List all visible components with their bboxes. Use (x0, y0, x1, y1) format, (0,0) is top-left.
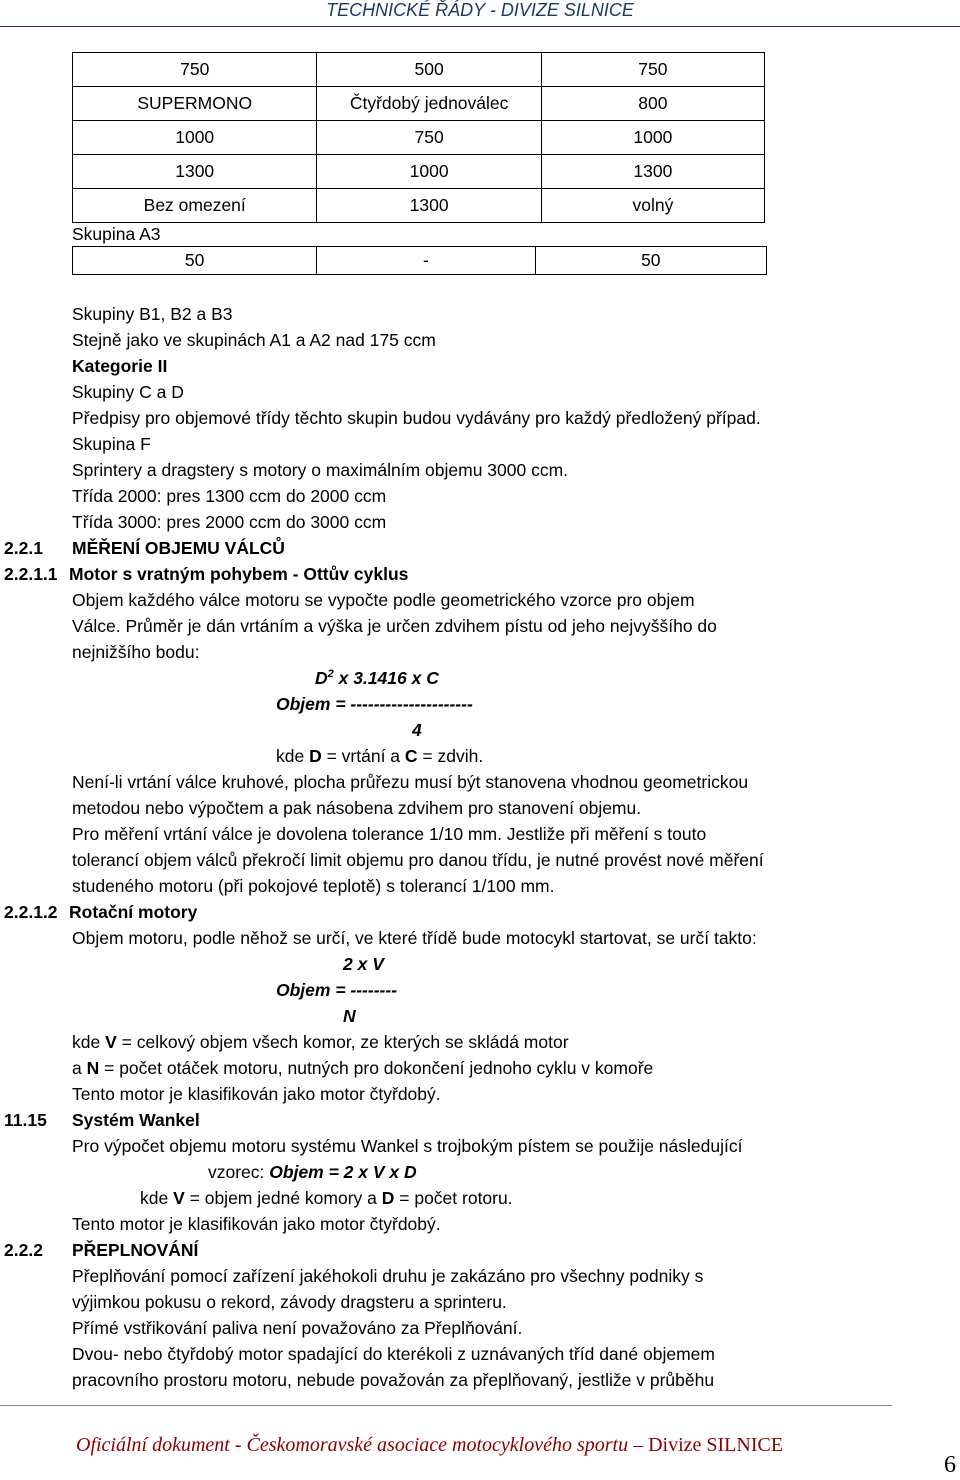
table-cell: 800 (541, 87, 764, 121)
text-fragment: kde (140, 1188, 174, 1208)
text-fragment: kde (276, 746, 310, 766)
paragraph-line: Dvou- nebo čtyřdobý motor spadající do kterékoli z uznávaných tříd dané objemem (72, 1344, 715, 1364)
section-number: 11.15 (4, 1110, 47, 1130)
paragraph-line: výjimkou pokusu o rekord, závody dragsteru a sprinteru. (72, 1292, 507, 1312)
table-cell: SUPERMONO (73, 87, 317, 121)
table-cell: 1300 (317, 189, 541, 223)
paragraph-line: Tento motor je klasifikován jako motor čtyřdobý. (72, 1214, 441, 1234)
table-cell: 750 (541, 53, 764, 87)
section-number: 2.2.1 (4, 538, 43, 558)
table-row (73, 87, 765, 121)
page-header: TECHNICKÉ ŘÁDY - DIVIZE SILNICE (326, 0, 634, 20)
skupina-a3-label: Skupina A3 (72, 224, 161, 244)
formula: Objem = 2 x V x D (269, 1162, 417, 1182)
section-title: Motor s vratným pohybem - Ottův cyklus (69, 564, 409, 584)
formula-legend (140, 1186, 513, 1210)
table-cell: 1000 (73, 121, 317, 155)
formula-legend (72, 1056, 653, 1080)
text-fragment: = objem jedné komory a (184, 1188, 382, 1208)
table-row (73, 189, 765, 223)
paragraph-line: pracovního prostoru motoru, nebude považován za přeplňovaný, jestliže v průběhu (72, 1370, 715, 1390)
paragraph-line: Pro měření vrtání válce je dovolena tolerance 1/10 mm. Jestliže při měření s touto (72, 824, 707, 844)
table-cell: volný (541, 189, 764, 223)
paragraph-line: studeného motoru (při pokojové teplotě) s tolerancí 1/100 mm. (72, 876, 555, 896)
page-number: 6 (944, 1452, 956, 1478)
paragraph-line: Přeplňování pomocí zařízení jakéhokoli druhu je zakázáno pro všechny podniky s (72, 1266, 704, 1286)
paragraph-line: nejnižšího bodu: (72, 642, 200, 662)
variable: D (309, 746, 322, 766)
formula-numerator: 2 x V (343, 954, 384, 974)
formula-numerator (315, 666, 439, 690)
text-line: Třída 3000: pres 2000 ccm do 3000 ccm (72, 512, 387, 532)
variable: V (173, 1188, 185, 1208)
section-number: 2.2.2 (4, 1240, 43, 1260)
text-fragment: = počet rotoru. (394, 1188, 513, 1208)
formula-exponent: 2 (327, 668, 334, 681)
variable: C (404, 746, 418, 766)
section-title: Rotační motory (69, 902, 198, 922)
text-fragment: a (72, 1058, 87, 1078)
formula-line: Objem = -------- (276, 980, 398, 1000)
capacity-table (72, 52, 765, 223)
paragraph-line: Není-li vrtání válce kruhové, plocha průřezu musí být stanovena vhodnou geometrickou (72, 772, 749, 792)
table-cell: 1300 (541, 155, 764, 189)
header-rule (0, 26, 960, 27)
variable: N (86, 1058, 100, 1078)
formula-term: D (315, 668, 328, 688)
table-row (73, 121, 765, 155)
table-row (73, 247, 767, 275)
footer-text: Oficiální dokument - Českomoravské asociace motocyklového sportu (76, 1434, 629, 1456)
text-line: Sprintery a dragstery s motory o maximálním objemu 3000 ccm. (72, 460, 569, 480)
table-row (73, 155, 765, 189)
text-fragment: kde (72, 1032, 106, 1052)
variable: V (105, 1032, 117, 1052)
section-number: 2.2.1.1 (4, 564, 58, 584)
text-fragment: vzorec: (208, 1162, 270, 1182)
paragraph-line: Objem každého válce motoru se vypočte podle geometrického vzorce pro objem (72, 590, 695, 610)
text-line: Třída 2000: pres 1300 ccm do 2000 ccm (72, 486, 387, 506)
paragraph-line: metodou nebo výpočtem a pak násobena zdvihem pro stanovení objemu. (72, 798, 642, 818)
paragraph-line: Tento motor je klasifikován jako motor čtyřdobý. (72, 1084, 441, 1104)
text-fragment: = zdvih. (417, 746, 484, 766)
section-number: 2.2.1.2 (4, 902, 58, 922)
formula-legend (276, 744, 483, 768)
text-fragment: = počet otáček motoru, nutných pro dokončení jednoho cyklu v komoře (99, 1058, 654, 1078)
skupina-a3-table (72, 246, 767, 275)
section-title: Systém Wankel (72, 1110, 200, 1130)
paragraph-line: Objem motoru, podle něhož se určí, ve které třídě bude motocykl startovat, se určí takto: (72, 928, 757, 948)
page-footer (76, 1434, 783, 1457)
section-title: MĚŘENÍ OBJEMU VÁLCŮ (72, 538, 285, 558)
formula-line: Objem = --------------------- (276, 694, 473, 714)
section-title: PŘEPLNOVÁNÍ (72, 1240, 199, 1260)
footer-division: Divize SILNICE (648, 1434, 784, 1456)
table-cell: 50 (73, 247, 317, 275)
formula-legend (72, 1030, 569, 1054)
formula-denominator: N (343, 1006, 356, 1026)
category-heading: Kategorie II (72, 356, 168, 376)
text-fragment: = vrtání a (321, 746, 405, 766)
table-cell: 1000 (317, 155, 541, 189)
footer-separator: – (628, 1434, 649, 1456)
paragraph-line: Pro výpočet objemu motoru systému Wankel s trojbokým pístem se použije následující (72, 1136, 743, 1156)
paragraph-line: tolerancí objem válců překročí limit objemu pro danou třídu, je nutné provést nové měření (72, 850, 764, 870)
text-fragment: = celkový objem všech komor, ze kterých se skládá motor (116, 1032, 569, 1052)
table-cell: 1300 (73, 155, 317, 189)
table-cell: 750 (73, 53, 317, 87)
paragraph-line: Válce. Průměr je dán vrtáním a výška je určen zdvihem pístu od jeho nejvyššího do (72, 616, 717, 636)
table-cell: 1000 (541, 121, 764, 155)
text-line: Stejně jako ve skupinách A1 a A2 nad 175 ccm (72, 330, 436, 350)
table-cell: Bez omezení (73, 189, 317, 223)
variable: D (381, 1188, 395, 1208)
table-cell: 750 (317, 121, 541, 155)
table-cell: Čtyřdobý jednoválec (317, 87, 541, 121)
text-line: Skupina F (72, 434, 151, 454)
paragraph-line: Přímé vstřikování paliva není považováno za Přeplňování. (72, 1318, 523, 1338)
table-row (73, 53, 765, 87)
formula-denominator: 4 (412, 720, 422, 740)
text-line: Skupiny B1, B2 a B3 (72, 304, 233, 324)
text-line: Předpisy pro objemové třídy těchto skupin budou vydávány pro každý předložený případ. (72, 408, 761, 428)
table-cell: 500 (317, 53, 541, 87)
formula-line (208, 1160, 417, 1184)
footer-rule (0, 1405, 892, 1406)
table-cell: 50 (535, 247, 766, 275)
text-line: Skupiny C a D (72, 382, 184, 402)
formula-term: x 3.1416 x C (333, 668, 439, 688)
table-cell: - (317, 247, 535, 275)
